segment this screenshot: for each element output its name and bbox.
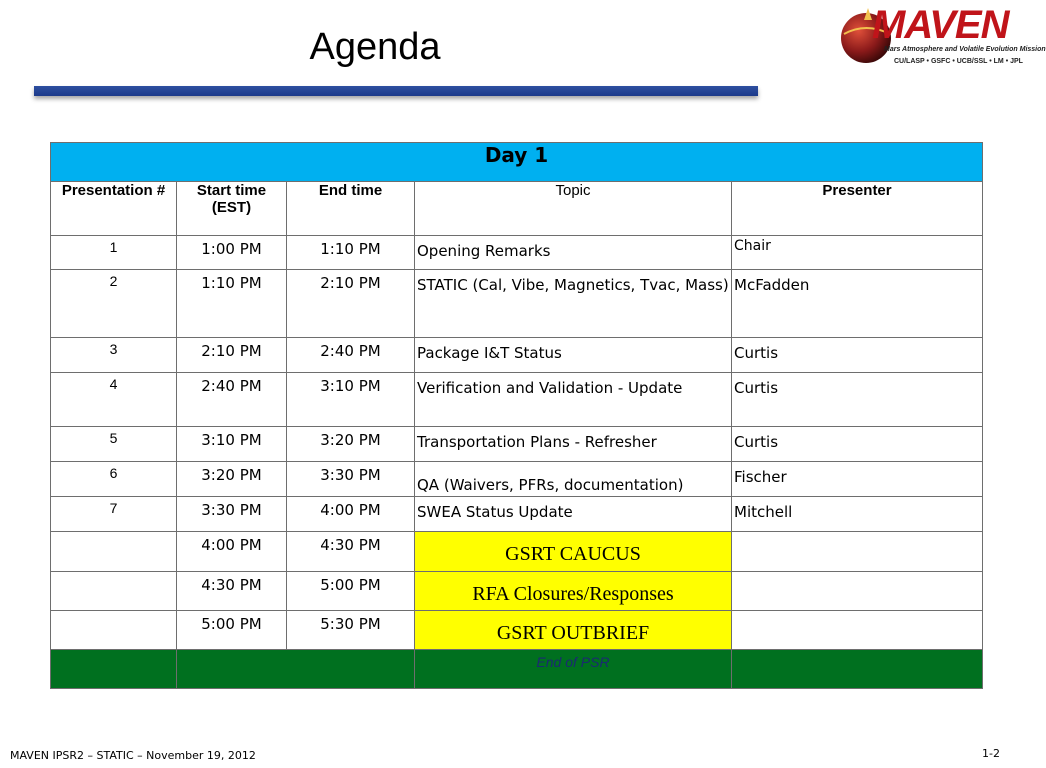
cell-number: 2 [51, 270, 177, 338]
table-row [51, 236, 983, 270]
cell-number: 3 [51, 338, 177, 373]
cell-presenter: McFadden [732, 270, 983, 338]
cell-start-time: 3:20 PM [177, 462, 287, 497]
cell-end-time: 5:00 PM [287, 572, 415, 611]
cell-presenter: Chair [732, 236, 983, 270]
end-row-cell [51, 650, 177, 689]
cell-start-time: 4:30 PM [177, 572, 287, 611]
cell-start-time: 4:00 PM [177, 532, 287, 572]
cell-number: 6 [51, 462, 177, 497]
column-header-topic: Topic [415, 182, 732, 236]
table-row [51, 270, 983, 338]
page-number: 1-2 [982, 747, 1000, 760]
column-header-end: End time [287, 182, 415, 236]
table-row [51, 338, 983, 373]
footer-text: MAVEN IPSR2 – STATIC – November 19, 2012 [10, 749, 256, 762]
cell-end-time: 3:20 PM [287, 427, 415, 462]
cell-presenter-empty [732, 611, 983, 650]
column-header-start: Start time (EST) [177, 182, 287, 236]
cell-presenter: Mitchell [732, 497, 983, 532]
cell-number-empty [51, 611, 177, 650]
cell-presenter: Curtis [732, 338, 983, 373]
agenda-table [50, 142, 983, 689]
title-underline-bar [34, 86, 758, 96]
cell-topic: Opening Remarks [415, 236, 732, 270]
cell-number-empty [51, 572, 177, 611]
logo-wordmark: MAVEN [872, 3, 1009, 47]
cell-start-time: 3:30 PM [177, 497, 287, 532]
table-row [51, 497, 983, 532]
cell-start-time: 1:00 PM [177, 236, 287, 270]
cell-end-time: 2:10 PM [287, 270, 415, 338]
cell-end-time: 1:10 PM [287, 236, 415, 270]
cell-start-time: 5:00 PM [177, 611, 287, 650]
maven-logo [838, 3, 1046, 76]
cell-number: 1 [51, 236, 177, 270]
cell-session-topic: RFA Closures/Responses [415, 572, 732, 611]
cell-presenter: Curtis [732, 373, 983, 427]
cell-start-time: 3:10 PM [177, 427, 287, 462]
table-row [51, 373, 983, 427]
table-row [51, 427, 983, 462]
end-row-cell [177, 650, 415, 689]
column-header-number: Presentation # [51, 182, 177, 236]
cell-session-topic: GSRT CAUCUS [415, 532, 732, 572]
cell-session-topic: GSRT OUTBRIEF [415, 611, 732, 650]
session-row [51, 611, 983, 650]
cell-topic: Package I&T Status [415, 338, 732, 373]
session-row [51, 572, 983, 611]
cell-end-time: 4:30 PM [287, 532, 415, 572]
cell-end-time: 5:30 PM [287, 611, 415, 650]
cell-end-time: 4:00 PM [287, 497, 415, 532]
cell-presenter-empty [732, 532, 983, 572]
cell-number-empty [51, 532, 177, 572]
slide-title: Agenda [309, 26, 441, 68]
end-of-psr-label: End of PSR [415, 650, 732, 689]
session-row [51, 532, 983, 572]
cell-presenter: Curtis [732, 427, 983, 462]
logo-partners: CU/LASP • GSFC • UCB/SSL • LM • JPL [894, 58, 1023, 65]
cell-number: 5 [51, 427, 177, 462]
cell-topic: Verification and Validation - Update [415, 373, 732, 427]
table-row [51, 462, 983, 497]
cell-presenter-empty [732, 572, 983, 611]
cell-end-time: 2:40 PM [287, 338, 415, 373]
cell-start-time: 2:40 PM [177, 373, 287, 427]
day-header: Day 1 [51, 143, 983, 182]
end-row-cell [732, 650, 983, 689]
cell-topic: STATIC (Cal, Vibe, Magnetics, Tvac, Mass) [415, 270, 732, 338]
cell-topic: QA (Waivers, PFRs, documentation) [415, 462, 732, 497]
cell-number: 4 [51, 373, 177, 427]
cell-topic: SWEA Status Update [415, 497, 732, 532]
column-header-presenter: Presenter [732, 182, 983, 236]
end-row [51, 650, 983, 689]
cell-number: 7 [51, 497, 177, 532]
cell-end-time: 3:10 PM [287, 373, 415, 427]
logo-tagline: Mars Atmosphere and Volatile Evolution Mission [884, 46, 1046, 53]
cell-end-time: 3:30 PM [287, 462, 415, 497]
cell-start-time: 1:10 PM [177, 270, 287, 338]
cell-presenter: Fischer [732, 462, 983, 497]
cell-start-time: 2:10 PM [177, 338, 287, 373]
cell-topic: Transportation Plans - Refresher [415, 427, 732, 462]
